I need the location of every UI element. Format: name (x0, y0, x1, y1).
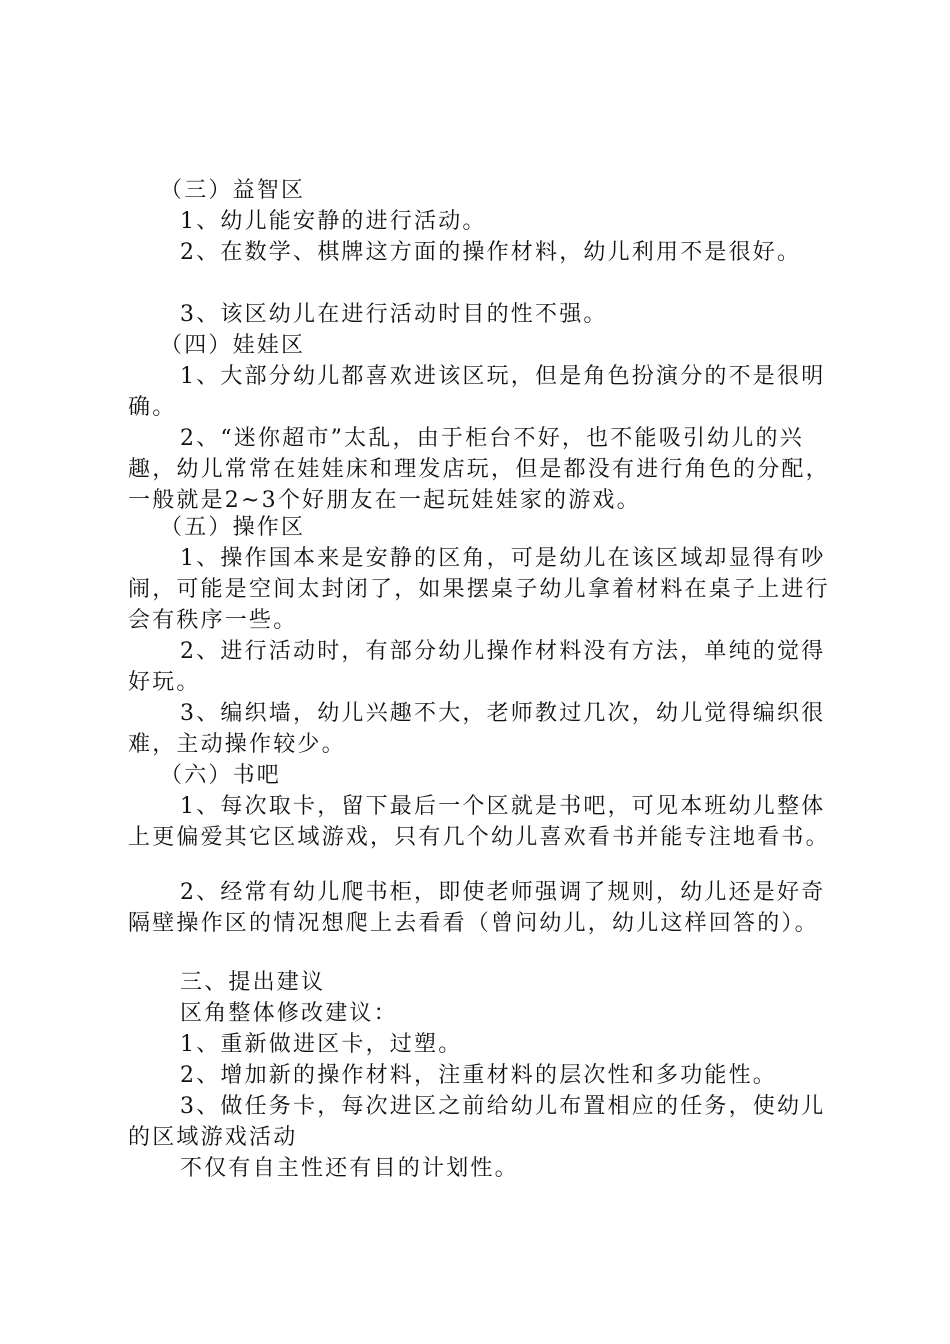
section-heading-suggestions: 三、提出建议 (180, 970, 326, 995)
paragraph: 区角整体修改建议： (180, 1001, 398, 1026)
paragraph: 2、增加新的操作材料，注重材料的层次性和多功能性。 (180, 1063, 777, 1088)
paragraph: 1、每次取卡，留下最后一个区就是书吧，可见本班幼儿整体上更偏爱其它区域游戏，只有几个幼儿喜欢看书并能专注地看书。 (128, 794, 830, 850)
paragraph: 3、该区幼儿在进行活动时目的性不强。 (180, 302, 608, 327)
paragraph: 3、做任务卡，每次进区之前给幼儿布置相应的任务，使幼儿的区域游戏活动 (128, 1094, 826, 1150)
section-heading-doll-area: （四）娃娃区 (160, 333, 306, 358)
paragraph: 3、编织墙，幼儿兴趣不大，老师教过几次，幼儿觉得编织很难，主动操作较少。 (128, 701, 826, 757)
paragraph: 1、操作国本来是安静的区角，可是幼儿在该区域却显得有吵闹，可能是空间太封闭了，如果摆桌子幼儿拿着材料在桌子上进行会有秩序一些。 (128, 546, 830, 633)
paragraph: 1、重新做进区卡，过塑。 (180, 1032, 463, 1057)
paragraph: 不仅有自主性还有目的计划性。 (180, 1156, 519, 1181)
paragraph: 2、“迷你超市”太乱，由于柜台不好，也不能吸引幼儿的兴趣，幼儿常常在娃娃床和理发店玩，但是都没有进行角色的分配，一般就是2~3个好朋友在一起玩娃娃家的游戏。 (128, 426, 830, 513)
paragraph: 2、进行活动时，有部分幼儿操作材料没有方法，单纯的觉得好玩。 (128, 639, 826, 695)
section-heading-operation-area: （五）操作区 (160, 515, 306, 540)
section-heading-puzzle-area: （三）益智区 (160, 178, 306, 203)
section-heading-book-bar: （六）书吧 (160, 763, 282, 788)
paragraph: 1、大部分幼儿都喜欢进该区玩，但是角色扮演分的不是很明确。 (128, 364, 826, 420)
paragraph: 2、在数学、棋牌这方面的操作材料，幼儿利用不是很好。 (180, 240, 802, 265)
paragraph: 2、经常有幼儿爬书柜，即使老师强调了规则，幼儿还是好奇隔壁操作区的情况想爬上去看看（曾问幼儿，幼儿这样回答的）。 (128, 880, 826, 936)
paragraph: 1、幼儿能安静的进行活动。 (180, 209, 487, 234)
